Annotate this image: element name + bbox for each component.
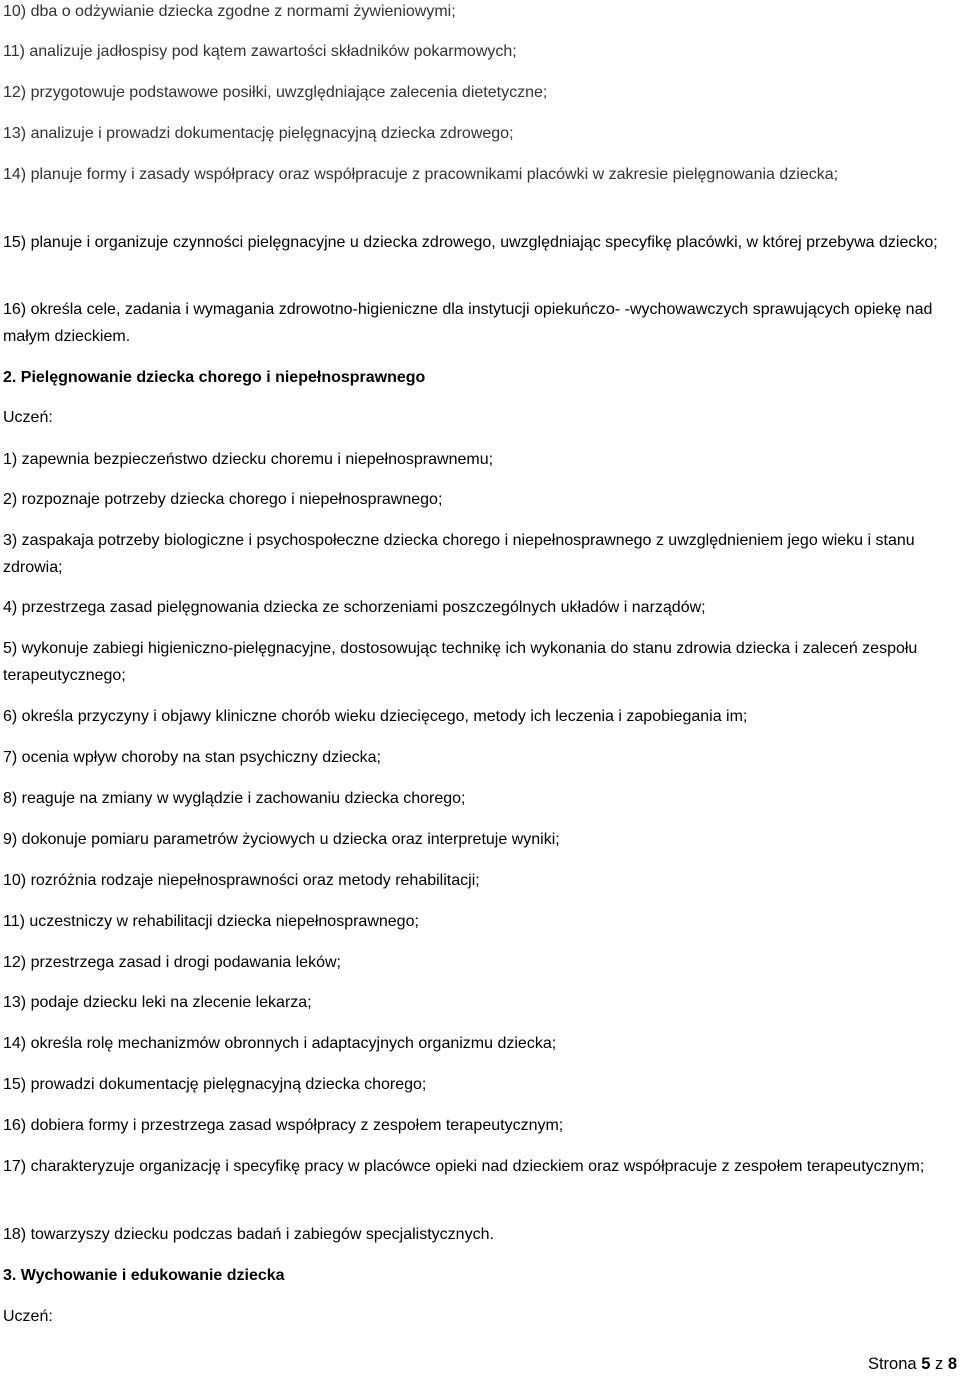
list-item: 6) określa przyczyny i objawy kliniczne chorób wieku dziecięcego, metody ich leczenia i zapobiegania im; (3, 708, 748, 725)
section-heading: 3. Wychowanie i edukowanie dziecka (3, 1267, 285, 1284)
list-item: 1) zapewnia bezpieczeństwo dziecku choremu i niepełnosprawnemu; (3, 451, 494, 468)
list-item: 5) wykonuje zabiegi higieniczno-pielęgnacyjne, dostosowując technikę ich wykonania do stanu zdrowia dziecka i zaleceń zespołu terapeutycznego; (3, 640, 918, 684)
list-item: 8) reaguje na zmiany w wyglądzie i zachowaniu dziecka chorego; (3, 790, 466, 807)
list-item: 7) ocenia wpływ choroby na stan psychiczny dziecka; (3, 749, 381, 766)
list-item: 15) prowadzi dokumentację pielęgnacyjną dziecka chorego; (3, 1076, 427, 1093)
list-item: 12) przygotowuje podstawowe posiłki, uwzględniające zalecenia dietetyczne; (3, 84, 548, 101)
list-item: 9) dokonuje pomiaru parametrów życiowych u dziecka oraz interpretuje wyniki; (3, 831, 560, 848)
list-item: 14) określa rolę mechanizmów obronnych i adaptacyjnych organizmu dziecka; (3, 1035, 557, 1052)
list-item: 13) podaje dziecku leki na zlecenie lekarza; (3, 994, 312, 1011)
list-item: 3) zaspakaja potrzeby biologiczne i psychospołeczne dziecka chorego i niepełnosprawnego z uwzględnieniem jego wieku i stanu zdrowia; (3, 532, 915, 576)
footer-page: 5 (921, 1355, 931, 1373)
list-item: 18) towarzyszy dziecku podczas badań i zabiegów specjalistycznych. (3, 1226, 494, 1243)
section-intro: Uczeń: (3, 409, 53, 426)
list-item: 17) charakteryzuje organizację i specyfikę pracy w placówce opieki nad dzieckiem oraz współpracuje z zespołem terapeutycznym; (3, 1158, 925, 1175)
section-intro: Uczeń: (3, 1308, 53, 1325)
list-item: 13) analizuje i prowadzi dokumentację pielęgnacyjną dziecka zdrowego; (3, 125, 514, 142)
footer-of: z (934, 1355, 944, 1373)
list-item: 16) określa cele, zadania i wymagania zdrowotno-higieniczne dla instytucji opiekuńczo- -wychowawczych sprawujących opiekę nad małym dzieckiem. (3, 301, 933, 345)
list-item: 12) przestrzega zasad i drogi podawania leków; (3, 954, 341, 971)
list-item: 15) planuje i organizuje czynności pielęgnacyjne u dziecka zdrowego, uwzględniając specyfikę placówki, w której przebywa dziecko; (3, 234, 938, 251)
list-item: 2) rozpoznaje potrzeby dziecka chorego i niepełnosprawnego; (3, 491, 443, 508)
list-item: 10) dba o odżywianie dziecka zgodne z normami żywieniowymi; (3, 3, 456, 20)
list-item: 16) dobiera formy i przestrzega zasad współpracy z zespołem terapeutycznym; (3, 1117, 564, 1134)
page-number-footer (868, 1352, 957, 1376)
footer-total: 8 (947, 1355, 957, 1373)
footer-label: Strona (867, 1355, 917, 1373)
list-item: 14) planuje formy i zasady współpracy oraz współpracuje z pracownikami placówki w zakresie pielęgnowania dziecka; (3, 166, 839, 183)
list-item: 10) rozróżnia rodzaje niepełnosprawności oraz metody rehabilitacji; (3, 872, 480, 889)
list-item: 11) uczestniczy w rehabilitacji dziecka niepełnosprawnego; (3, 913, 419, 930)
section-heading: 2. Pielęgnowanie dziecka chorego i niepełnosprawnego (3, 369, 426, 386)
list-item: 4) przestrzega zasad pielęgnowania dziecka ze schorzeniami poszczególnych układów i narządów; (3, 599, 706, 616)
list-item: 11) analizuje jadłospisy pod kątem zawartości składników pokarmowych; (3, 43, 517, 60)
